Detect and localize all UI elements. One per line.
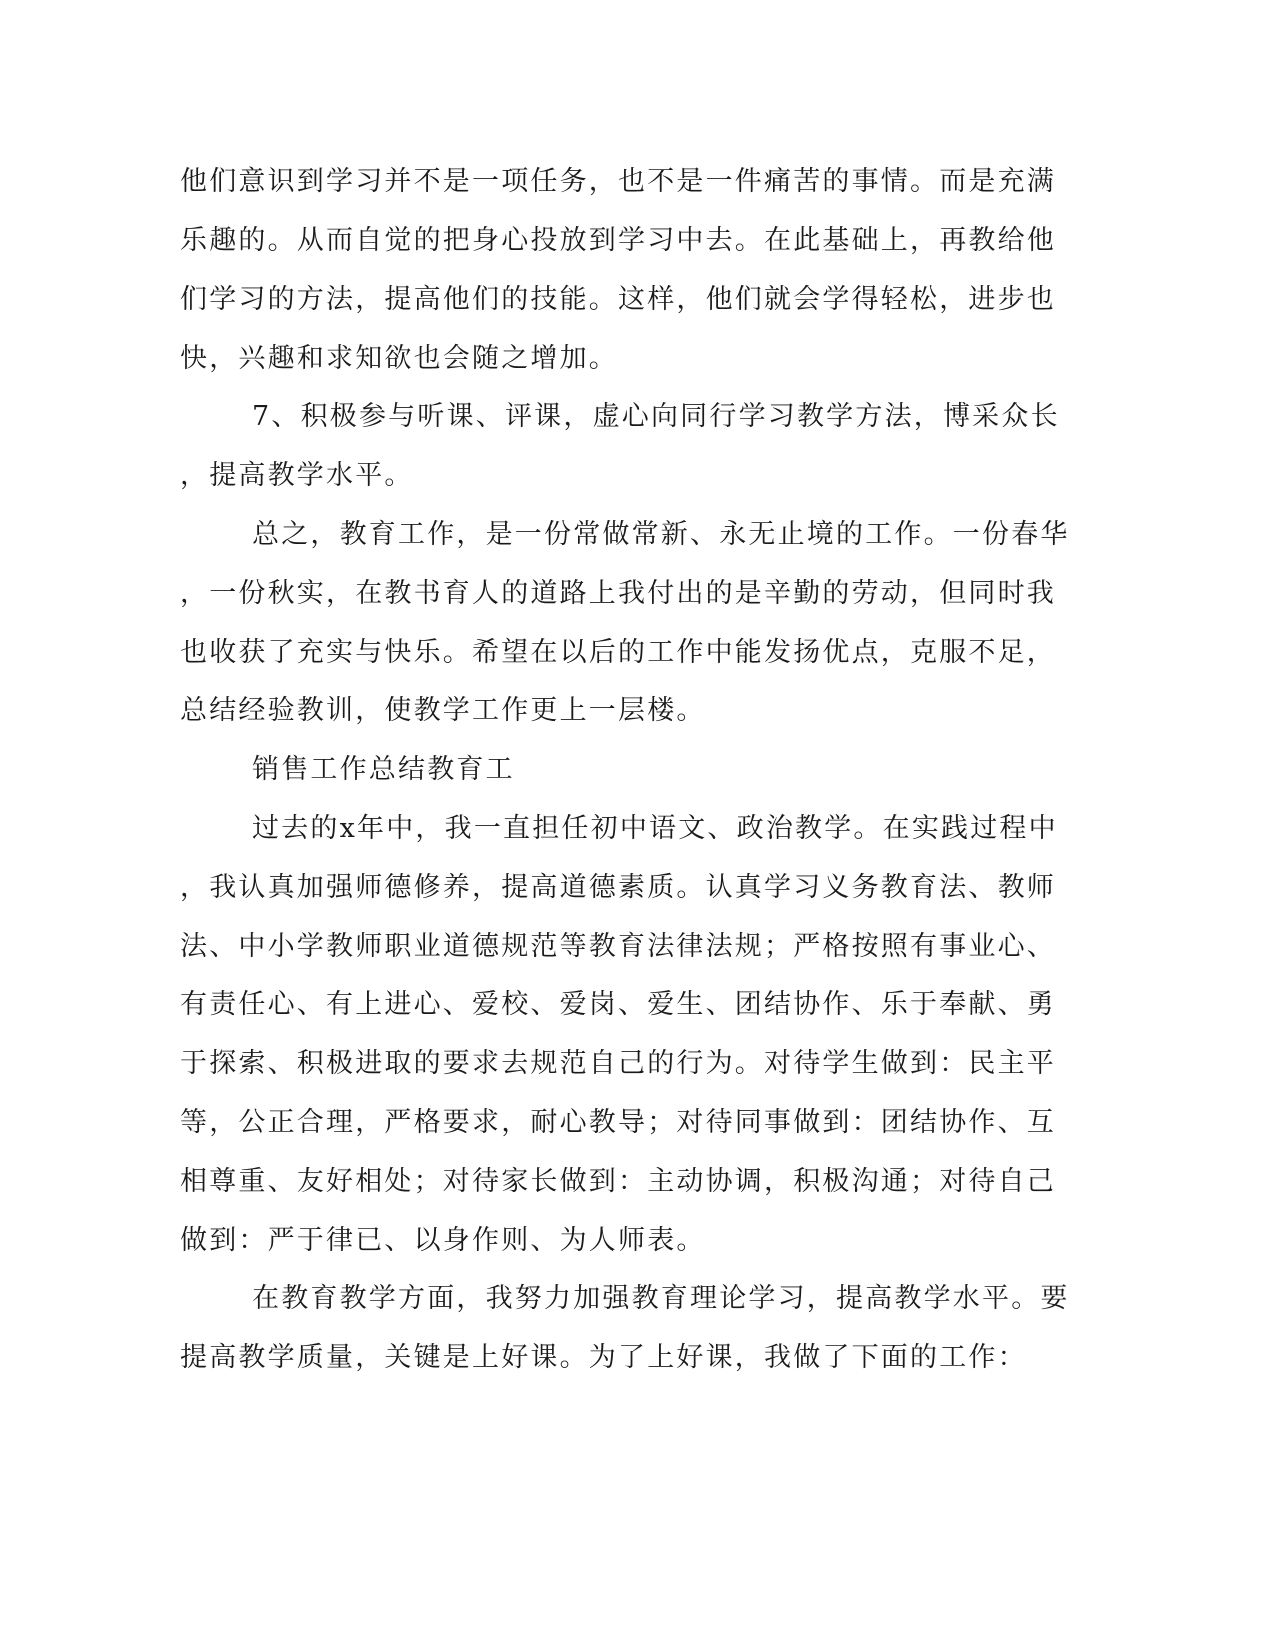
text-line: 也收获了充实与快乐。希望在以后的工作中能发扬优点，克服不足， — [180, 637, 1056, 668]
text-line: 过去的x年中，我一直担任初中语文、政治教学。在实践过程中 — [252, 813, 1058, 844]
text-line: 有责任心、有上进心、爱校、爱岗、爱生、团结协作、乐于奉献、勇 — [180, 989, 1056, 1020]
text-line: 做到：严于律已、以身作则、为人师表。 — [180, 1225, 706, 1256]
text-line: 快，兴趣和求知欲也会随之增加。 — [180, 343, 618, 374]
text-line: 提高教学质量，关键是上好课。为了上好课，我做了下面的工作： — [180, 1342, 1027, 1373]
text-line: 们学习的方法，提高他们的技能。这样，他们就会学得轻松，进步也 — [180, 284, 1056, 315]
text-line: 于探索、积极进取的要求去规范自己的行为。对待学生做到：民主平 — [180, 1048, 1056, 1079]
text-line: 相尊重、友好相处；对待家长做到：主动协调，积极沟通；对待自己 — [180, 1166, 1056, 1197]
section-heading: 销售工作总结教育工 — [252, 754, 515, 785]
text-line: 他们意识到学习并不是一项任务，也不是一件痛苦的事情。而是充满 — [180, 166, 1056, 197]
text-line: ，一份秋实，在教书育人的道路上我付出的是辛勤的劳动，但同时我 — [180, 578, 1056, 609]
text-line: 总结经验教训，使教学工作更上一层楼。 — [180, 695, 706, 726]
text-line: 在教育教学方面，我努力加强教育理论学习，提高教学水平。要 — [252, 1283, 1070, 1314]
text-line: 7、积极参与听课、评课，虚心向同行学习教学方法，博采众长 — [252, 401, 1060, 432]
text-line: 法、中小学教师职业道德规范等教育法律法规；严格按照有事业心、 — [180, 931, 1056, 962]
text-line: 等，公正合理，严格要求，耐心教导；对待同事做到：团结协作、互 — [180, 1107, 1056, 1138]
text-line: 总之，教育工作，是一份常做常新、永无止境的工作。一份春华 — [252, 519, 1070, 550]
text-line: 乐趣的。从而自觉的把身心投放到学习中去。在此基础上，再教给他 — [180, 225, 1056, 256]
text-line: ，提高教学水平。 — [180, 460, 414, 491]
text-line: ，我认真加强师德修养，提高道德素质。认真学习义务教育法、教师 — [180, 872, 1056, 903]
